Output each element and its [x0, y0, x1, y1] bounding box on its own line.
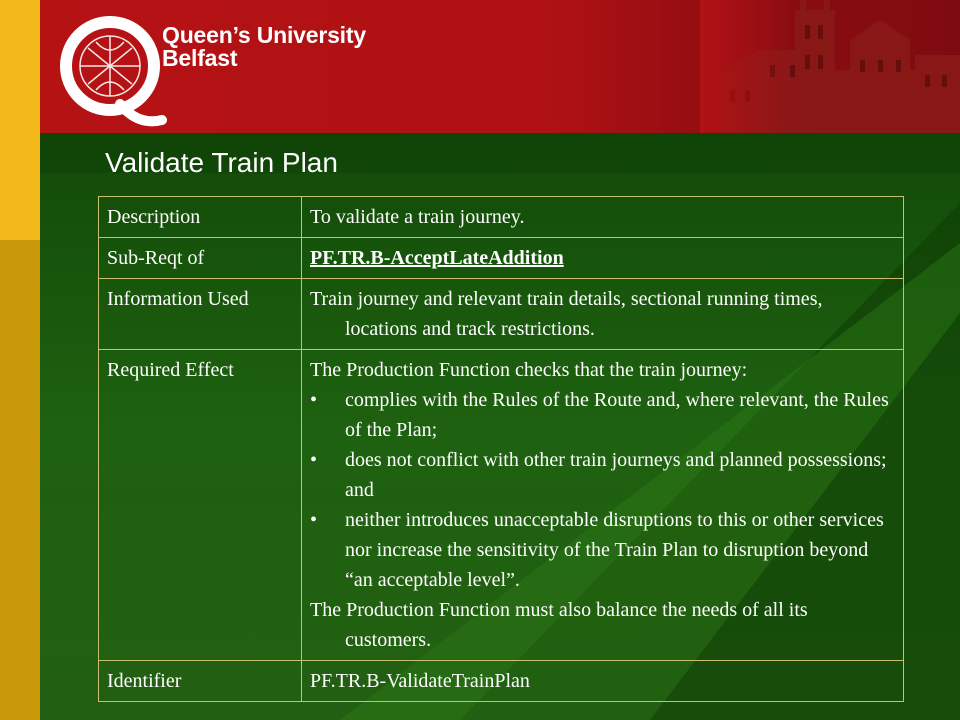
- table-row-description: [99, 197, 904, 238]
- qub-crest-icon: [58, 8, 168, 128]
- list-item: [310, 505, 895, 595]
- required-effect-outro: The Production Function must also balance the needs of all its customers.: [310, 599, 808, 651]
- row-label: Identifier: [99, 661, 302, 702]
- table-row-identifier: [99, 661, 904, 702]
- university-name: [162, 24, 366, 70]
- row-value: To validate a train journey.: [302, 197, 904, 238]
- list-item: [310, 385, 895, 445]
- slide-title: Validate Train Plan: [105, 147, 338, 178]
- university-name-line1: Queen’s University: [162, 22, 366, 48]
- list-item: [310, 445, 895, 505]
- table-row-sub-reqt: [99, 238, 904, 279]
- sub-reqt-link[interactable]: PF.TR.B-AcceptLateAddition: [310, 247, 564, 269]
- gold-strip: [0, 0, 40, 240]
- row-label: Description: [99, 197, 302, 238]
- bullet-text: neither introduces unacceptable disruptions to this or other services nor increase the sensitivity of the Train Plan to disruption beyond “an acceptable level”.: [345, 509, 884, 591]
- row-label: Information Used: [99, 279, 302, 350]
- table-row-information-used: [99, 279, 904, 350]
- row-label: Required Effect: [99, 350, 302, 661]
- bullet-icon: •: [310, 389, 318, 411]
- row-value: PF.TR.B-ValidateTrainPlan: [302, 661, 904, 702]
- bullet-icon: •: [310, 449, 318, 471]
- bullet-text: does not conflict with other train journeys and planned possessions; and: [345, 449, 887, 501]
- information-text: Train journey and relevant train details, sectional running times, locations and track restrictions.: [310, 288, 823, 340]
- bullet-text: complies with the Rules of the Route and, where relevant, the Rules of the Plan;: [345, 389, 889, 441]
- table-row-required-effect: [99, 350, 904, 661]
- gold-strip-lower: [0, 240, 40, 720]
- row-value: [302, 350, 904, 661]
- row-value: [302, 238, 904, 279]
- row-value: [302, 279, 904, 350]
- required-effect-intro: The Production Function checks that the train journey:: [310, 359, 748, 381]
- university-name-line2: Belfast: [162, 45, 238, 71]
- university-building-icon: [700, 0, 960, 133]
- requirement-table: [98, 196, 904, 702]
- bullet-icon: •: [310, 509, 318, 531]
- row-label: Sub-Reqt of: [99, 238, 302, 279]
